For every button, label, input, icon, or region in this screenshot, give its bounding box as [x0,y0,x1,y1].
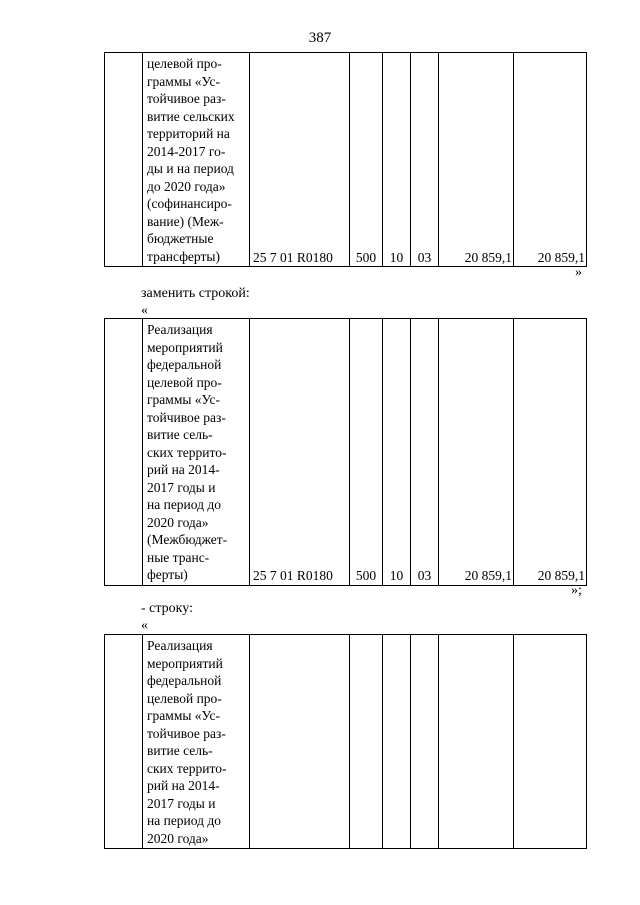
expense-type-code: 500 [350,53,383,267]
opening-quote: « [141,618,148,633]
replace-with-label: заменить строкой: [141,286,250,301]
page-number: 387 [308,30,332,46]
empty-cell [411,635,439,849]
program-name-cell: Реализация мероприятий федеральной целевой про- граммы «Ус- тойчивое раз- витие сель- ских террито- рий на 2014- 2017 годы и на период до 2020 года» [143,635,250,849]
target-article-code: 25 7 01 R0180 [250,53,350,267]
table-row [105,635,587,849]
amount-cell-1: 20 859,1 [439,53,514,267]
table-row [105,53,587,267]
target-article-code: 25 7 01 R0180 [250,319,350,586]
closing-quote: » [575,265,582,280]
empty-cell [105,319,143,586]
subsection-code: 03 [411,53,439,267]
amount-cell-2: 20 859,1 [514,319,587,586]
budget-table-1 [104,52,587,267]
amount-cell-2: 20 859,1 [514,53,587,267]
program-name-cell: целевой про- граммы «Ус- тойчивое раз- витие сельских территорий на 2014-2017 го- ды и на период до 2020 года» (софинансиро- вание) (Меж- бюджетные трансферты) [143,53,250,267]
program-name-cell: Реализация мероприятий федеральной целевой про- граммы «Ус- тойчивое раз- витие сель- ских террито- рий на 2014- 2017 годы и на период до 2020 года» (Межбюджет- ные транс- ферты) [143,319,250,586]
section-code: 10 [383,53,411,267]
empty-cell [250,635,350,849]
amount-cell-1: 20 859,1 [439,319,514,586]
opening-quote: « [141,303,148,318]
empty-cell [350,635,383,849]
empty-cell [439,635,514,849]
empty-cell [383,635,411,849]
budget-table-3 [104,634,587,849]
subsection-code: 03 [411,319,439,586]
section-code: 10 [383,319,411,586]
row-label: - строку: [141,601,193,616]
table-row [105,319,587,586]
closing-quote-semicolon: »; [571,583,582,598]
budget-table-2 [104,318,587,586]
expense-type-code: 500 [350,319,383,586]
empty-cell [105,635,143,849]
empty-cell [514,635,587,849]
empty-cell [105,53,143,267]
